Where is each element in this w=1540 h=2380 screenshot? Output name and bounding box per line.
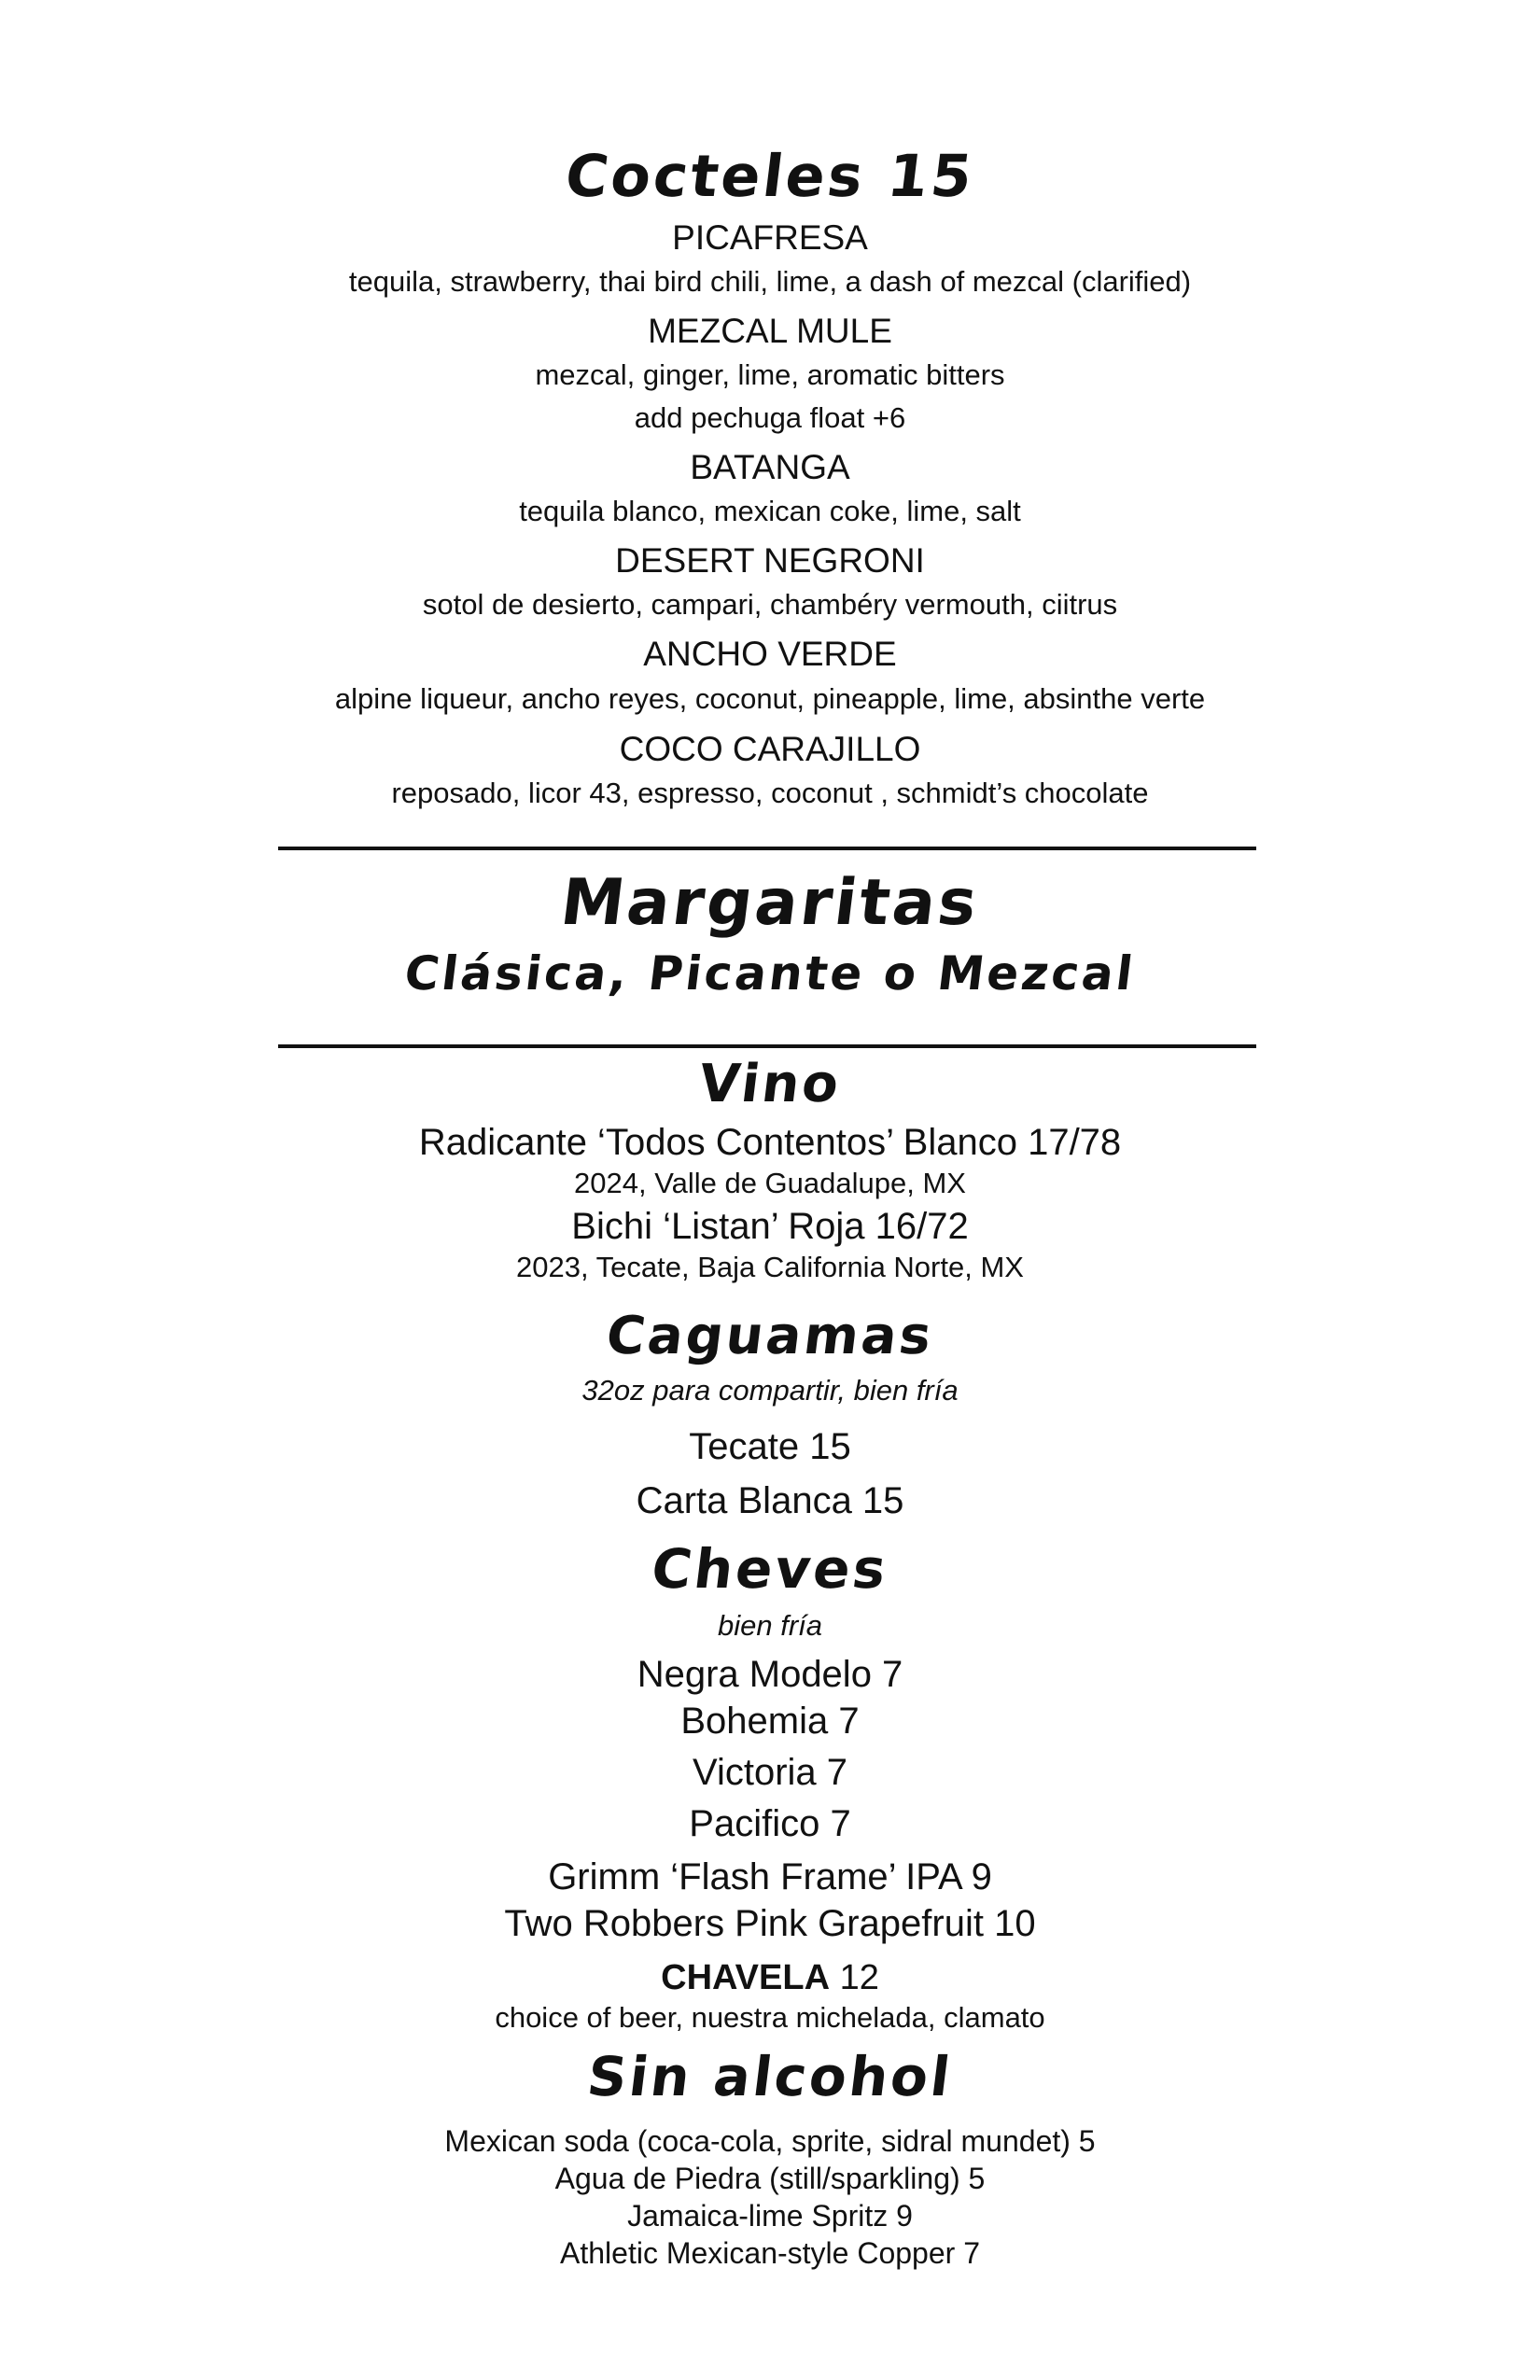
beer-item: Grimm ‘Flash Frame’ IPA 9 [548,1856,992,1897]
cocktail-description: mezcal, ginger, lime, aromatic bitters [535,358,1005,391]
margaritas-subheading: Clásica, Picante o Mezcal [401,946,1139,1001]
cocktail-description: sotol de desierto, campari, chambéry vermouth, ciitrus [422,588,1118,621]
caguama-item: Tecate 15 [689,1426,851,1467]
beer-item: Bohemia 7 [680,1701,860,1742]
cocktail-name: PICAFRESA [672,218,868,257]
chavela-item [0,1960,1540,1995]
sin-alcohol-item: Athletic Mexican-style Copper 7 [560,2236,980,2270]
wine-name: Bichi ‘Listan’ Roja 16/72 [571,1206,969,1247]
cheves-heading: Cheves [648,1537,892,1601]
wine-detail: 2023, Tecate, Baja California Norte, MX [516,1251,1024,1283]
cocktail-name: COCO CARAJILLO [619,730,921,768]
margaritas-heading: Margaritas [556,866,984,940]
beer-item: Two Robbers Pink Grapefruit 10 [504,1903,1036,1944]
wine-detail: 2024, Valle de Guadalupe, MX [574,1167,966,1199]
cocktail-addon: add pechuga float +6 [634,401,906,434]
cocktail-name: MEZCAL MULE [648,312,892,350]
section-divider [278,1044,1256,1048]
cocteles-heading: Cocteles 15 [561,142,979,210]
cocktail-name: DESERT NEGRONI [615,541,925,580]
cocktail-description: tequila blanco, mexican coke, lime, salt [519,495,1021,527]
sin-alcohol-item: Agua de Piedra (still/sparkling) 5 [554,2162,986,2195]
beer-item: Pacifico 7 [689,1803,851,1844]
cheves-note: bien fría [717,1609,822,1642]
chavela-name: CHAVELA [661,1958,831,1997]
sin-alcohol-heading: Sin alcohol [583,2045,957,2108]
beer-item: Negra Modelo 7 [637,1654,903,1695]
vino-heading: Vino [695,1054,845,1114]
caguama-item: Carta Blanca 15 [636,1480,904,1521]
cocktail-description: alpine liqueur, ancho reyes, coconut, pineapple, lime, absinthe verte [334,682,1206,715]
caguamas-heading: Caguamas [603,1306,938,1366]
sin-alcohol-item: Mexican soda (coca-cola, sprite, sidral mundet) 5 [444,2124,1096,2158]
chavela-price: 12 [830,1958,879,1997]
chavela-description: choice of beer, nuestra michelada, clamato [495,2001,1045,2034]
section-divider [278,847,1256,850]
beer-item: Victoria 7 [692,1752,847,1793]
cocktail-description: tequila, strawberry, thai bird chili, lime, a dash of mezcal (clarified) [348,265,1192,298]
cocktail-name: ANCHO VERDE [643,635,897,673]
cocktail-description: reposado, licor 43, espresso, coconut , schmidt’s chocolate [391,777,1149,809]
sin-alcohol-item: Jamaica-lime Spritz 9 [627,2199,913,2233]
cocktail-name: BATANGA [690,448,850,486]
caguamas-note: 32oz para compartir, bien fría [581,1374,959,1407]
wine-name: Radicante ‘Todos Contentos’ Blanco 17/78 [418,1122,1122,1163]
